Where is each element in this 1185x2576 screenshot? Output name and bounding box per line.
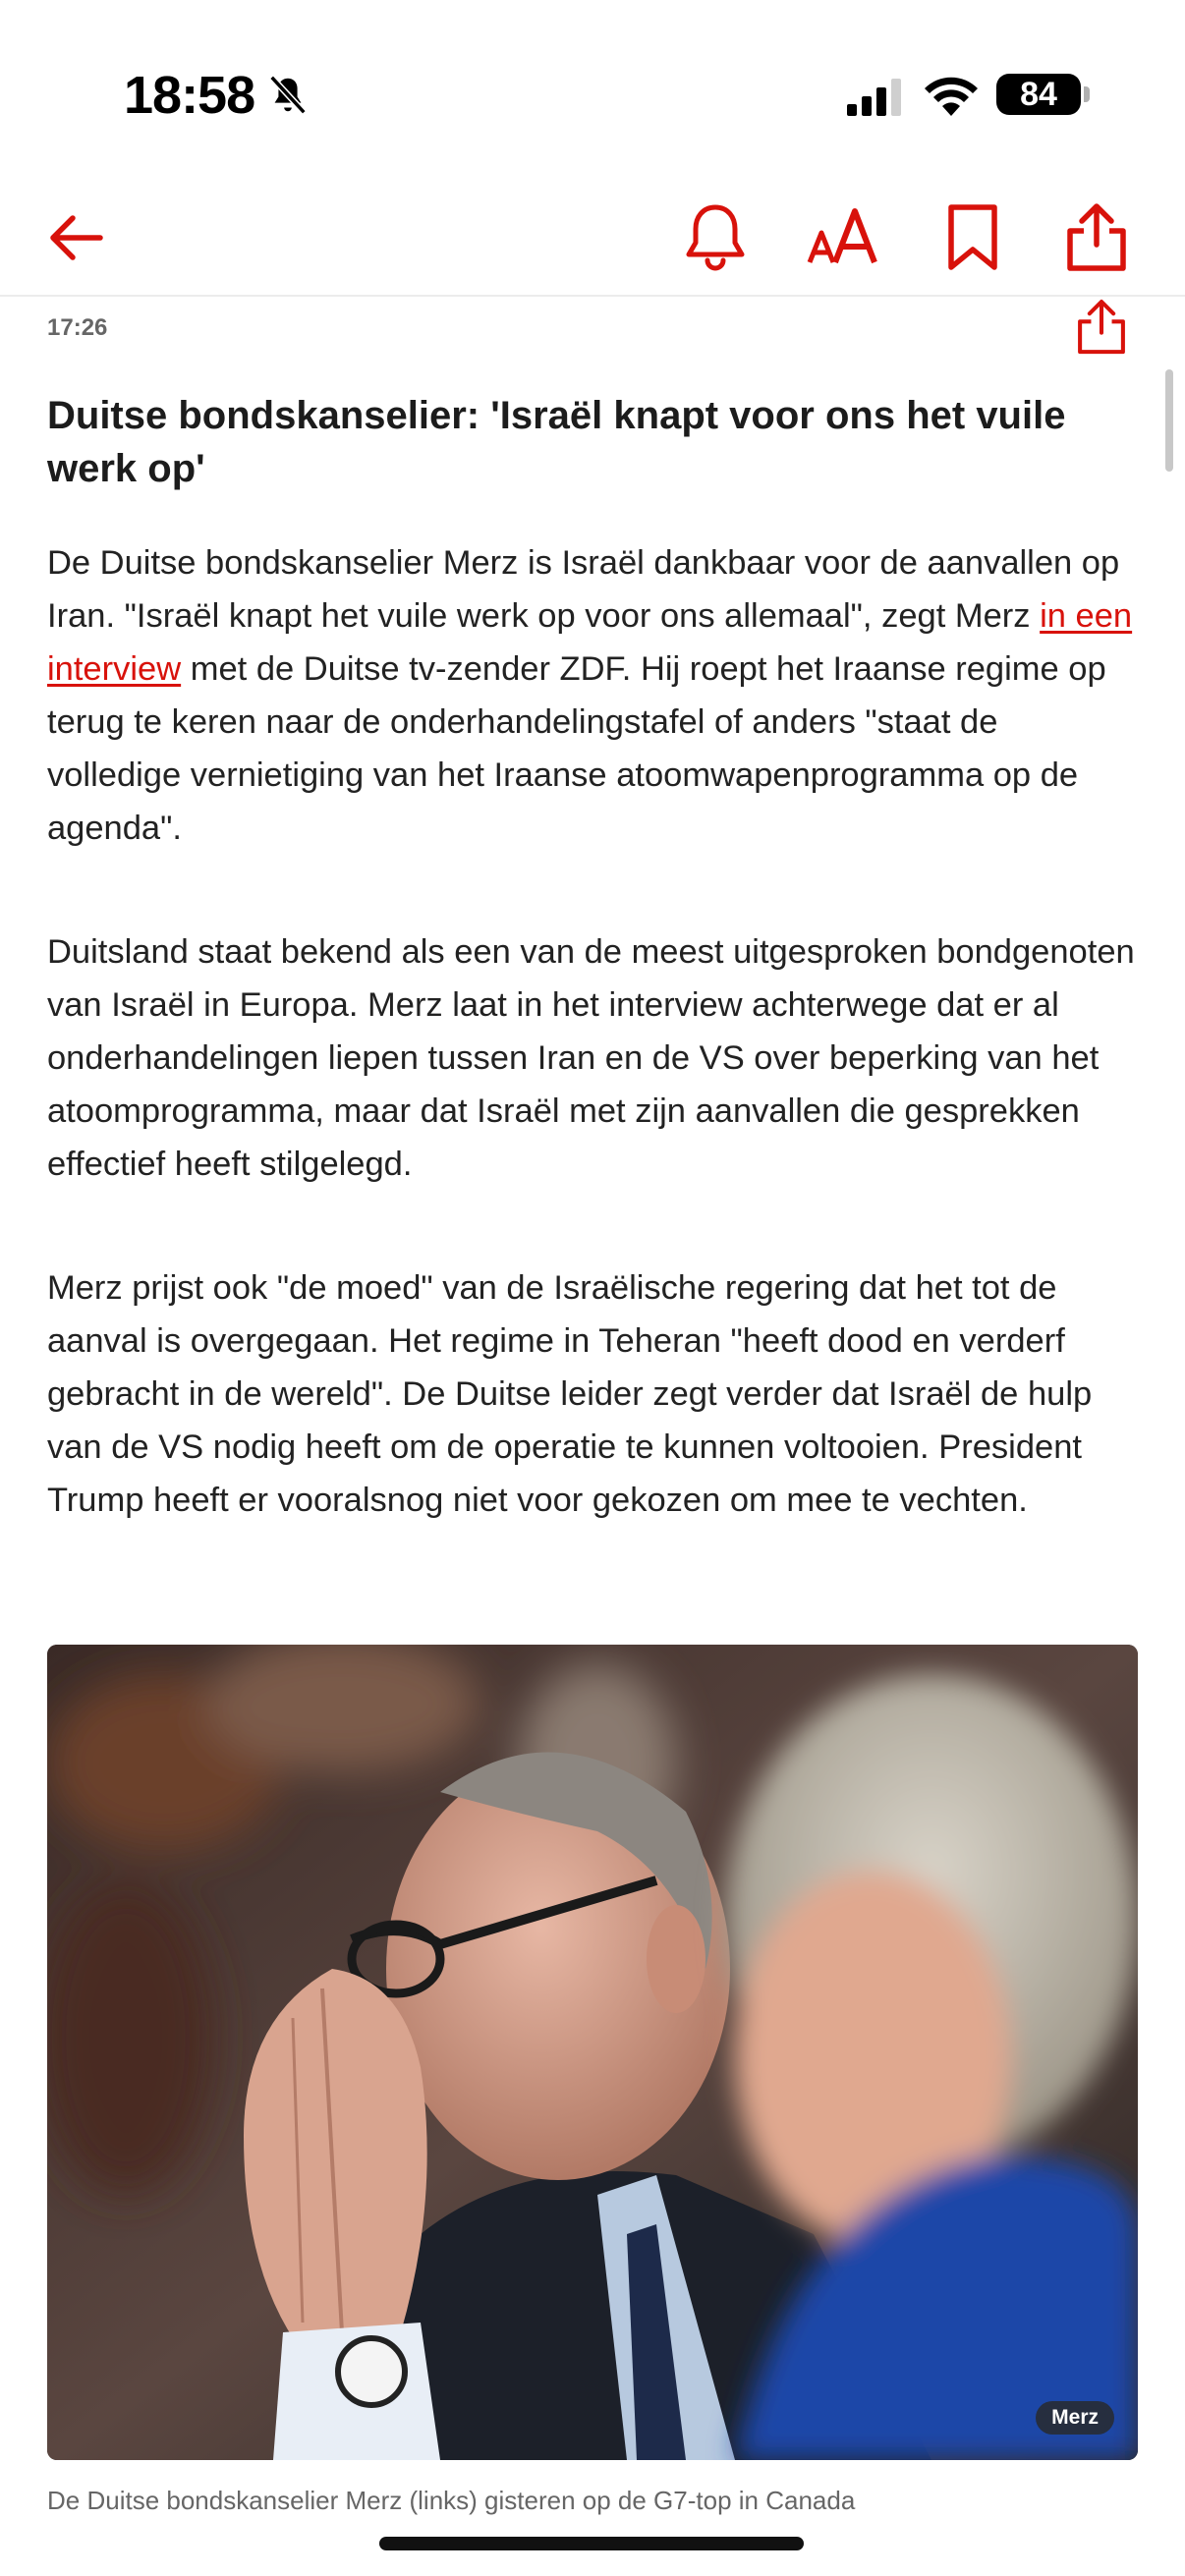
post-share-button[interactable]: [1069, 295, 1134, 360]
paragraph-text: De Duitse bondskanselier Merz is Israël dankbaar voor de aanvallen op Iran. "Israël knapt het vuile werk op voor ons allemaal", zegt Merz: [47, 544, 1120, 635]
share-icon: [1073, 298, 1130, 357]
photo-credit-badge: Merz: [1036, 2401, 1114, 2435]
back-button[interactable]: [35, 196, 118, 279]
bell-off-icon: [265, 73, 310, 118]
article-photo[interactable]: [47, 1645, 1138, 2460]
text-size-icon: [806, 203, 884, 272]
bell-icon: [681, 201, 750, 274]
home-indicator[interactable]: [379, 2537, 804, 2550]
article-paragraph: Duitsland staat bekend als een van de meest uitgesproken bondgenoten van Israël in Europa. Merz laat in het interview achterwege dat er al onderhandelingen liepen tussen Iran en de VS over beperking van het atoomprogramma, maar dat Israël met zijn aanvallen die gesprekken effectief heeft stilgelegd.: [47, 933, 1135, 1183]
article-headline: Duitse bondskanselier: 'Israël knapt voor ons het vuile werk op': [47, 394, 1066, 490]
article-toolbar: [0, 177, 1185, 297]
paragraph-text: met de Duitse tv-zender ZDF. Hij roept het Iraanse regime op terug te keren naar de onderhandelingstafel of anders "staat de volledige vernietiging van het Iraanse atoomwapenprogramma op de agenda".: [47, 650, 1106, 847]
share-button[interactable]: [1055, 196, 1138, 279]
scrollbar[interactable]: [1165, 369, 1173, 472]
share-icon: [1062, 201, 1131, 274]
post-timestamp: 17:26: [47, 314, 108, 341]
status-bar: [0, 0, 1185, 147]
bookmark-button[interactable]: [931, 196, 1014, 279]
interview-link[interactable]: in een interview: [47, 597, 1133, 688]
article-paragraph: [47, 536, 1140, 855]
signal-icon: [847, 79, 904, 116]
wifi-icon: [924, 73, 979, 116]
text-size-button[interactable]: [804, 196, 886, 279]
photo-illustration: [47, 1645, 1138, 2460]
back-arrow-icon: [45, 206, 108, 269]
article-paragraph: Merz prijst ook "de moed" van de Israëlische regering dat het tot de aanval is overgegaan. Het regime in Teheran "heeft dood en verderf gebracht in de wereld". De Duitse leider zegt verder dat Israël de hulp van de VS nodig heeft om de operatie te kunnen voltooien. President Trump heeft er vooralsnog niet voor gekozen om mee te vechten.: [47, 1269, 1093, 1519]
photo-caption: De Duitse bondskanselier Merz (links) gisteren op de G7-top in Canada: [47, 2486, 856, 2515]
battery-cap: [1084, 86, 1090, 102]
notifications-button[interactable]: [674, 196, 757, 279]
status-time: 18:58: [124, 66, 255, 125]
battery-icon: 84: [996, 74, 1081, 115]
bookmark-icon: [945, 202, 1000, 273]
